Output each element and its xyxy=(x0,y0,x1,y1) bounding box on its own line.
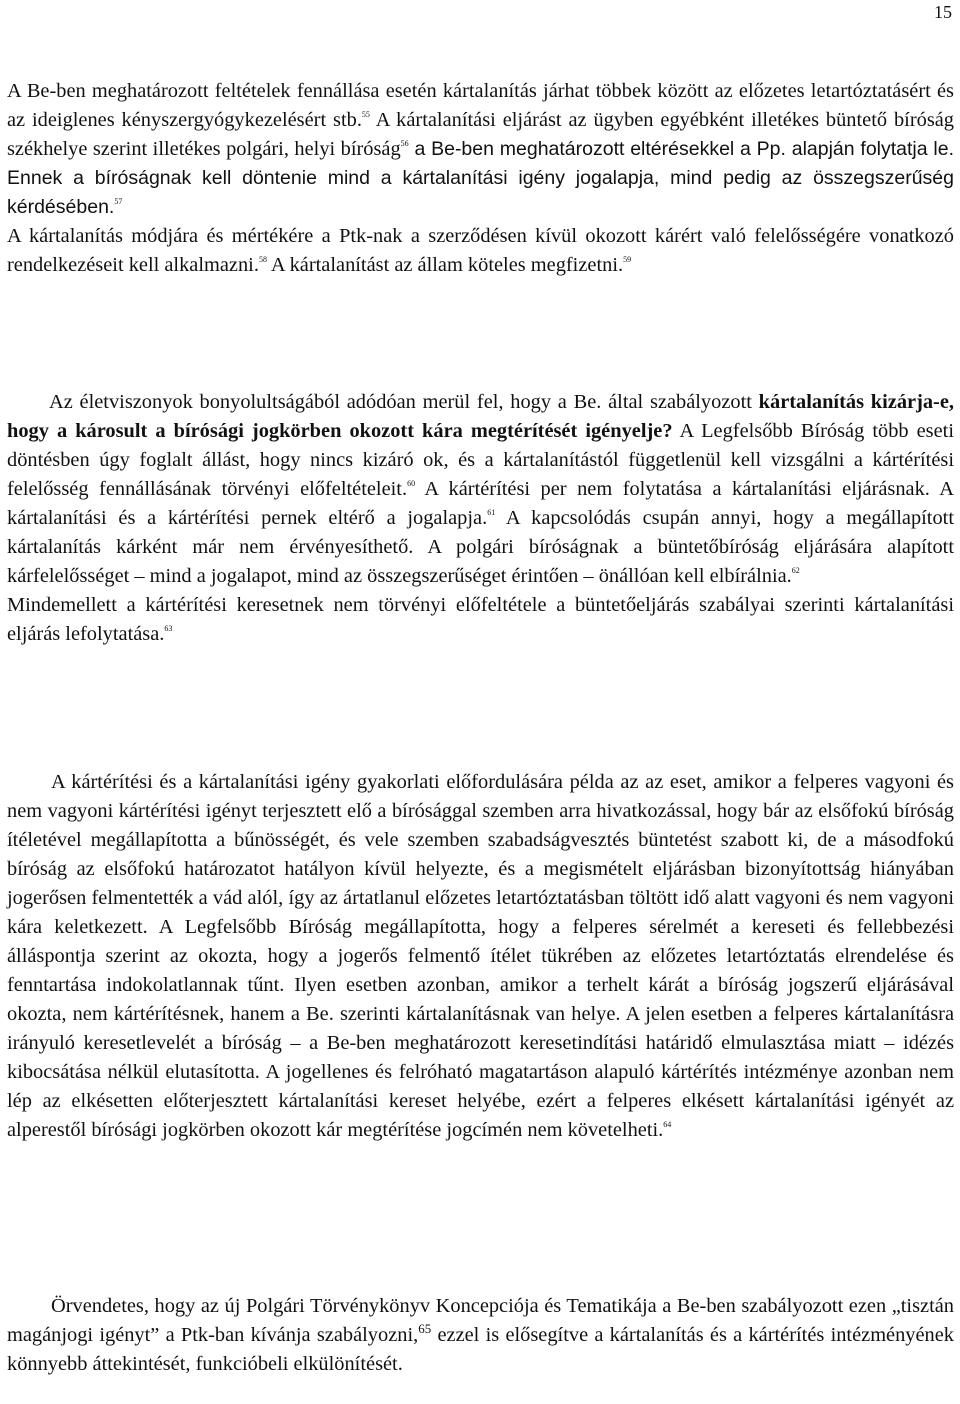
footnote-ref[interactable]: 55 xyxy=(361,110,370,119)
paragraph-exclusion-question xyxy=(7,388,954,649)
page-number: 15 xyxy=(934,2,952,22)
footnote-ref[interactable]: 59 xyxy=(623,255,632,264)
footnote-ref[interactable]: 56 xyxy=(400,139,409,148)
footnote-ref[interactable]: 58 xyxy=(258,255,267,264)
paragraph-case-example xyxy=(7,768,954,1145)
footnote-ref[interactable]: 63 xyxy=(164,624,173,633)
footnote-ref[interactable]: 60 xyxy=(407,479,416,488)
text-segment: A kártérítési per nem folytatása a kártalanítási eljárásnak. A kártalanítási és a kártérítési pernek eltérő a jogalapja. xyxy=(7,478,954,529)
text-segment: A kártalanítás módjára és mértékére a Ptk-nak a szerződésen kívül okozott kárért való felelősségére vonatkozó rendelkezéseit kell alkalmazni. xyxy=(7,225,954,276)
text-segment: A kártérítési és a kártalanítási igény gyakorlati előfordulására példa az az eset, amikor a felperes vagyoni és nem vagyoni kártérítési igényt terjesztett elő a bírósággal szemben arra hivatkozással, hogy bár az elsőfokú bíróság ítéletével megállapította a bűnösségét, és vele szemben szabadságvesztés büntetést szabott ki, de a másodfokú bíróság az elsőfokú határozatot hatályon kívül helyezte, és a megismételt eljárásban bizonyítottság hiányában jogerősen felmentették a vád alól, így az ártatlanul előzetes letartóztatásban töltött idő alatt vagyoni és nem vagyoni kára keletkezett. A Legfelsőbb Bíróság megállapította, hogy a felperes sérelmét a kereseti és fellebbezési álláspontja szerint az okozta, hogy a jogerős felmentő ítélet tükrében az előzetes letartóztatás elrendelése és fenntartása indokolatlannak tűnt. Ilyen esetben azonban, amikor a terhelt kárát a bíróság jogszerű eljárásával okozta, nem kártérítésnek, hanem a Be. szerinti kártalanításnak van helye. A jelen esetben a felperes kártalanításra irányuló keresetlevelét a bíróság – a Be-ben meghatározott keresetindítási határidő elmulasztása miatt – idézés kibocsátása nélkül elutasította. A jogellenes és felróható magatartáson alapuló kártérítés intézménye azonban nem lép az elkésetten előterjesztett kártalanítási kereset helyébe, ezért a felperes elkésett kártalanítási igényét az alperestől bírósági jogkörben okozott kár megtérítése jogcímén nem követelheti. xyxy=(7,771,954,1141)
text-segment: a Be-ben meghatározott eltérésekkel a Pp. alapján folytatja le. xyxy=(408,138,954,160)
paragraph-civil-code xyxy=(7,1292,954,1379)
text-segment: Ennek a bíróságnak kell döntenie mind a kártalanítási igény jogalapja, mind pedig az összegszerűség kérdésében. xyxy=(7,167,954,218)
text-segment: A Be-ben meghatározott feltételek fennállása esetén kártalanítás járhat többek között az előzetes letartóztatásért és az ideiglenes kényszergyógykezelésért stb. xyxy=(7,80,954,131)
text-segment: Örvendetes, hogy az új Polgári Törvénykönyv Koncepciója és Tematikája a Be-ben szabályozott ezen „tisztán magánjogi igényt” a Ptk-ban kívánja szabályozni, xyxy=(7,1295,954,1346)
text-segment: ezzel is elősegítve a kártalanítás és a kártérítés intézményének könnyebb áttekintését, funkcióbeli elkülönítését. xyxy=(7,1324,954,1375)
footnote-ref[interactable]: 62 xyxy=(791,566,800,575)
text-segment: A Legfelsőbb Bíróság több eseti döntésben úgy foglalt állást, hogy nincs kizáró ok, és a kártalanítástól függetlenül kell vizsgálni a kártérítési felelősség fennállásának törvényi előfeltételeit. xyxy=(7,420,954,500)
footnote-ref[interactable]: 65 xyxy=(418,1321,432,1336)
paragraph-compensation-intro xyxy=(7,77,954,280)
bold-question: kártalanítás kizárja-e, hogy a károsult a bírósági jogkörben okozott kára megtérítését igényelje? xyxy=(7,391,954,442)
footnote-ref[interactable]: 61 xyxy=(487,508,496,517)
text-segment: A kapcsolódás csupán annyi, hogy a megállapított kártalanítás kárként már nem érvényesíthető. A polgári bíróságnak a büntetőbíróság eljárására alapított kárfelelősséget – mind a jogalapot, mind az összegszerűséget érintően – önállóan kell elbírálnia. xyxy=(7,507,954,587)
text-segment: A kártalanítást az állam köteles megfizetni. xyxy=(266,254,624,276)
text-segment: A kártalanítási eljárást az ügyben egyébként illetékes büntető bíróság székhelye szerint illetékes polgári, helyi bíróság xyxy=(7,109,955,160)
text-segment: Mindemellett a kártérítési keresetnek nem törvényi előfeltétele a büntetőeljárás szabályai szerinti kártalanítási eljárás lefolytatása. xyxy=(7,594,954,645)
footnote-ref[interactable]: 64 xyxy=(663,1120,672,1129)
text-segment: Az életviszonyok bonyolultságából adódóan merül fel, hogy a Be. által szabályozott xyxy=(49,391,759,413)
footnote-ref[interactable]: 57 xyxy=(114,197,123,206)
